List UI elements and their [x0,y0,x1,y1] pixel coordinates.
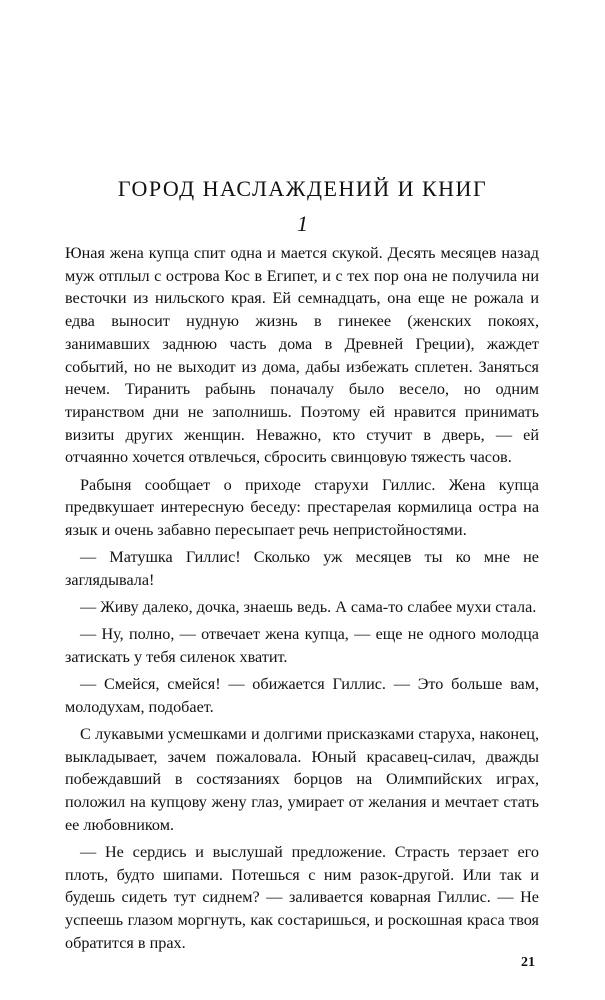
dialogue-line: — Смейся, смейся! — обижается Гиллис. — Это больше вам, молодухам, подобает. [65,675,539,716]
chapter-title: ГОРОД НАСЛАЖДЕНИЙ И КНИГ [117,176,488,201]
chapter-number: 1 [297,211,308,236]
paragraph: Юная жена купца спит одна и мается скукой. Десять месяцев назад муж отплыл с острова Кос в Египет, и с тех пор она не получила ни весточки из нильского края. Ей семнадцать, она еще не рожала и едва выносит нудную жизнь в гинекее (женских покоях, занимавших заднюю часть дома в Древней Греции), жаждет событий, но не выходит из дома, дабы избежать сплетен. Заняться нечем. Тиранить рабынь поначалу было весело, но одним тиранством дни не заполнишь. Поэтому ей нравится принимать визиты других женщин. Неважно, кто стучит в дверь, — ей отчаянно хочется отвлечься, сбросить свинцовую тяжесть часов. [65,244,539,467]
page-number: 21 [521,955,535,970]
dialogue-line: — Матушка Гиллис! Сколько уж месяцев ты ко мне не заглядывала! [65,548,539,589]
dialogue-line: — Ну, полно, — отвечает жена купца, — еще не одного молодца затискать у тебя силенок хватит. [65,625,539,666]
dialogue-line: — Не сердись и выслушай предложение. Страсть терзает его плоть, будто шипами. Потешься с ним разок-другой. Или так и будешь сидеть тут сиднем? — заливается коварная Гиллис. — Не успеешь глазом моргнуть, как состаришься, и роскошная краса твоя обратится в прах. [65,843,539,952]
body-text [65,242,539,959]
paragraph: С лукавыми усмешками и долгими присказками старуха, наконец, выкладывает, зачем пожаловала. Юный красавец-силач, дважды побеждавший в состязаниях борцов на Олимпийских играх, положил на купцову жену глаз, умирает от желания и мечтает стать ее любовником. [65,725,539,834]
paragraph: Рабыня сообщает о приходе старухи Гиллис. Жена купца предвкушает интересную беседу: престарелая кормилица остра на язык и очень забавно пересыпает речь непристойностями. [65,475,539,539]
dialogue-line: — Живу далеко, дочка, знаешь ведь. А сама-то слабее мухи стала. [80,598,537,617]
